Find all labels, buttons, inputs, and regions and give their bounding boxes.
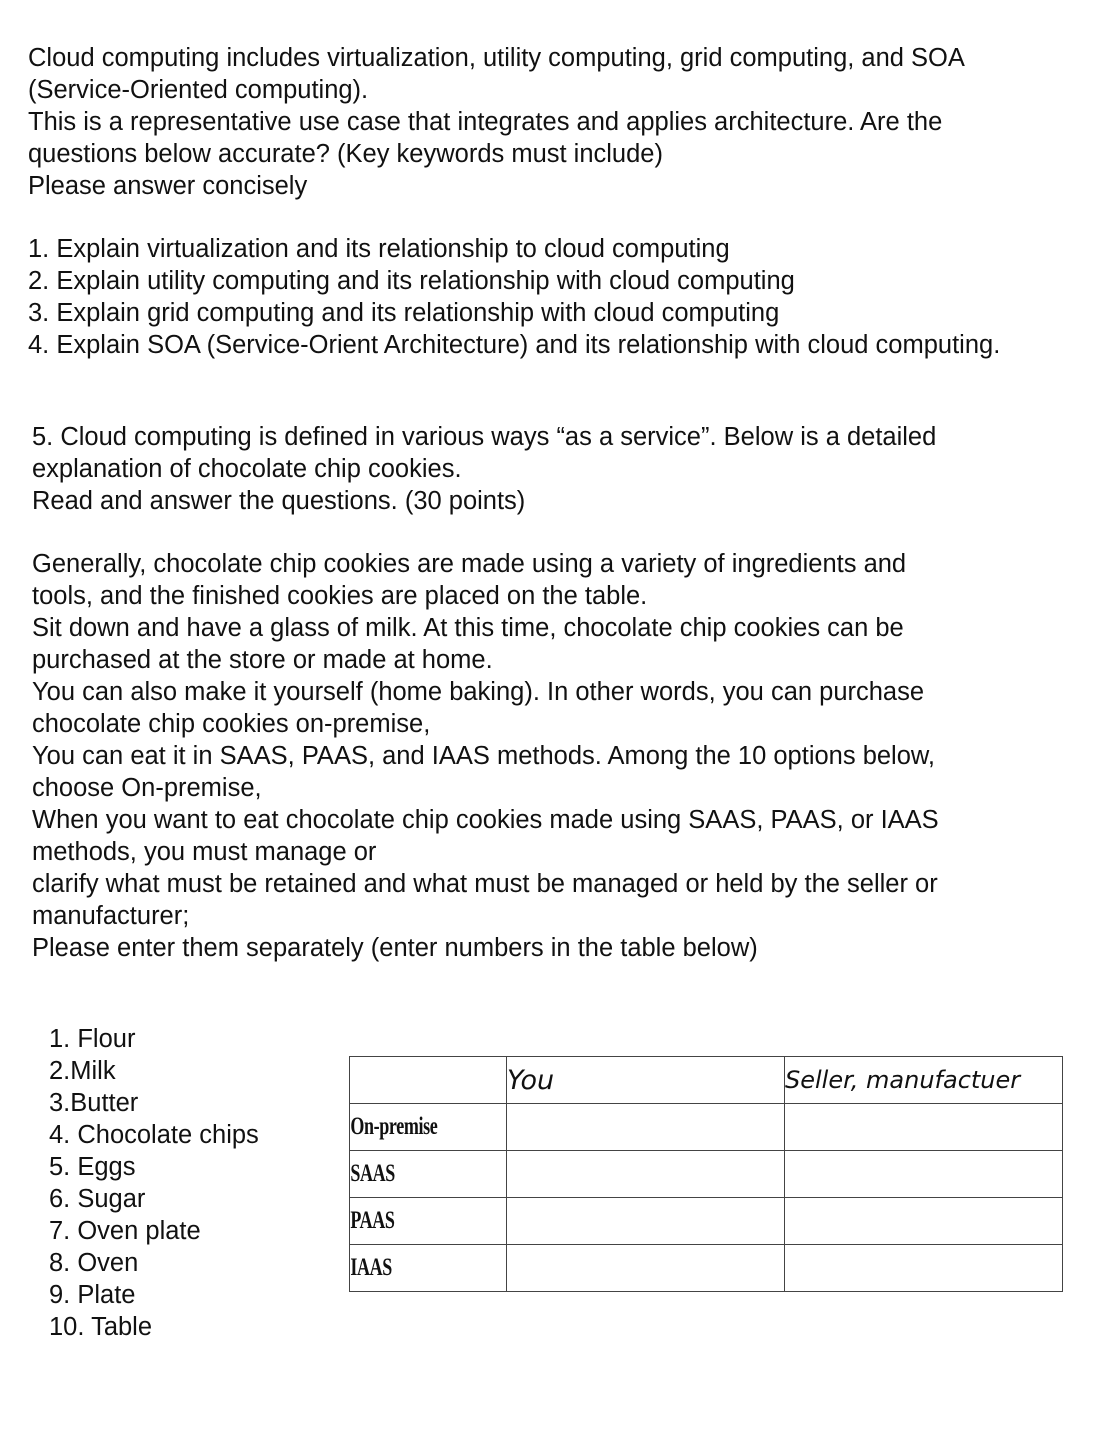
- intro-line: This is a representative use case that integrates and applies architecture. Are the: [28, 108, 943, 136]
- answer-table: [349, 1056, 1063, 1292]
- scenario-line: You can eat it in SAAS, PAAS, and IAAS methods. Among the 10 options below,: [32, 742, 935, 770]
- question-5-line: explanation of chocolate chip cookies.: [32, 455, 462, 483]
- ingredient-item: 2.Milk: [49, 1057, 116, 1085]
- ingredient-list: [49, 1023, 259, 1343]
- scenario-line: Please enter them separately (enter numbers in the table below): [32, 934, 758, 962]
- row-label-paas: PAAS: [350, 1198, 463, 1245]
- scenario-line: You can also make it yourself (home baking). In other words, you can purchase: [32, 678, 925, 706]
- table-header-row: [350, 1057, 1063, 1104]
- table-row: [350, 1245, 1063, 1292]
- question-5: [32, 421, 936, 517]
- row-label-on-premise: On-premise: [350, 1104, 463, 1151]
- ingredient-item: 3.Butter: [49, 1089, 139, 1117]
- answer-cell-you[interactable]: [507, 1104, 785, 1151]
- scenario-paragraph: [32, 548, 939, 964]
- question-item: 1. Explain virtualization and its relationship to cloud computing: [28, 235, 730, 263]
- ingredient-item: 4. Chocolate chips: [49, 1121, 259, 1149]
- answer-cell-seller[interactable]: [785, 1104, 1063, 1151]
- intro-line: Cloud computing includes virtualization, utility computing, grid computing, and SOA: [28, 44, 965, 72]
- scenario-line: chocolate chip cookies on-premise,: [32, 710, 431, 738]
- answer-cell-seller[interactable]: [785, 1245, 1063, 1292]
- scenario-line: purchased at the store or made at home.: [32, 646, 493, 674]
- question-5-line: 5. Cloud computing is defined in various ways “as a service”. Below is a detailed: [32, 423, 937, 451]
- question-item: 2. Explain utility computing and its relationship with cloud computing: [28, 267, 795, 295]
- scenario-line: manufacturer;: [32, 902, 190, 930]
- question-item: 3. Explain grid computing and its relationship with cloud computing: [28, 299, 780, 327]
- answer-cell-seller[interactable]: [785, 1151, 1063, 1198]
- answer-cell-seller[interactable]: [785, 1198, 1063, 1245]
- table-row: [350, 1104, 1063, 1151]
- ingredient-item: 1. Flour: [49, 1025, 136, 1053]
- answer-cell-you[interactable]: [507, 1198, 785, 1245]
- table-row: [350, 1198, 1063, 1245]
- ingredient-item: 10. Table: [49, 1313, 153, 1341]
- scenario-line: tools, and the finished cookies are placed on the table.: [32, 582, 648, 610]
- scenario-line: choose On-premise,: [32, 774, 262, 802]
- table-row: [350, 1151, 1063, 1198]
- scenario-line: When you want to eat chocolate chip cookies made using SAAS, PAAS, or IAAS: [32, 806, 939, 834]
- intro-line: Please answer concisely: [28, 172, 308, 200]
- intro-paragraph: [28, 42, 965, 202]
- question-5-line: Read and answer the questions. (30 points): [32, 487, 526, 515]
- row-label-iaas: IAAS: [350, 1245, 463, 1292]
- scenario-line: clarify what must be retained and what must be managed or held by the seller or: [32, 870, 938, 898]
- ingredient-item: 9. Plate: [49, 1281, 136, 1309]
- ingredient-item: 8. Oven: [49, 1249, 139, 1277]
- answer-cell-you[interactable]: [507, 1245, 785, 1292]
- intro-line: questions below accurate? (Key keywords must include): [28, 140, 663, 168]
- table-corner-cell: [350, 1057, 507, 1104]
- ingredient-item: 6. Sugar: [49, 1185, 146, 1213]
- header-seller: Seller, manufactuer: [785, 1057, 1063, 1104]
- question-list: [28, 233, 1000, 361]
- ingredient-item: 7. Oven plate: [49, 1217, 201, 1245]
- scenario-line: Generally, chocolate chip cookies are made using a variety of ingredients and: [32, 550, 907, 578]
- ingredient-item: 5. Eggs: [49, 1153, 136, 1181]
- question-item: 4. Explain SOA (Service-Orient Architecture) and its relationship with cloud computing.: [28, 331, 1001, 359]
- intro-line: (Service-Oriented computing).: [28, 76, 369, 104]
- scenario-line: methods, you must manage or: [32, 838, 377, 866]
- row-label-saas: SAAS: [350, 1151, 463, 1198]
- scenario-line: Sit down and have a glass of milk. At this time, chocolate chip cookies can be: [32, 614, 904, 642]
- answer-cell-you[interactable]: [507, 1151, 785, 1198]
- header-you: You: [507, 1057, 785, 1104]
